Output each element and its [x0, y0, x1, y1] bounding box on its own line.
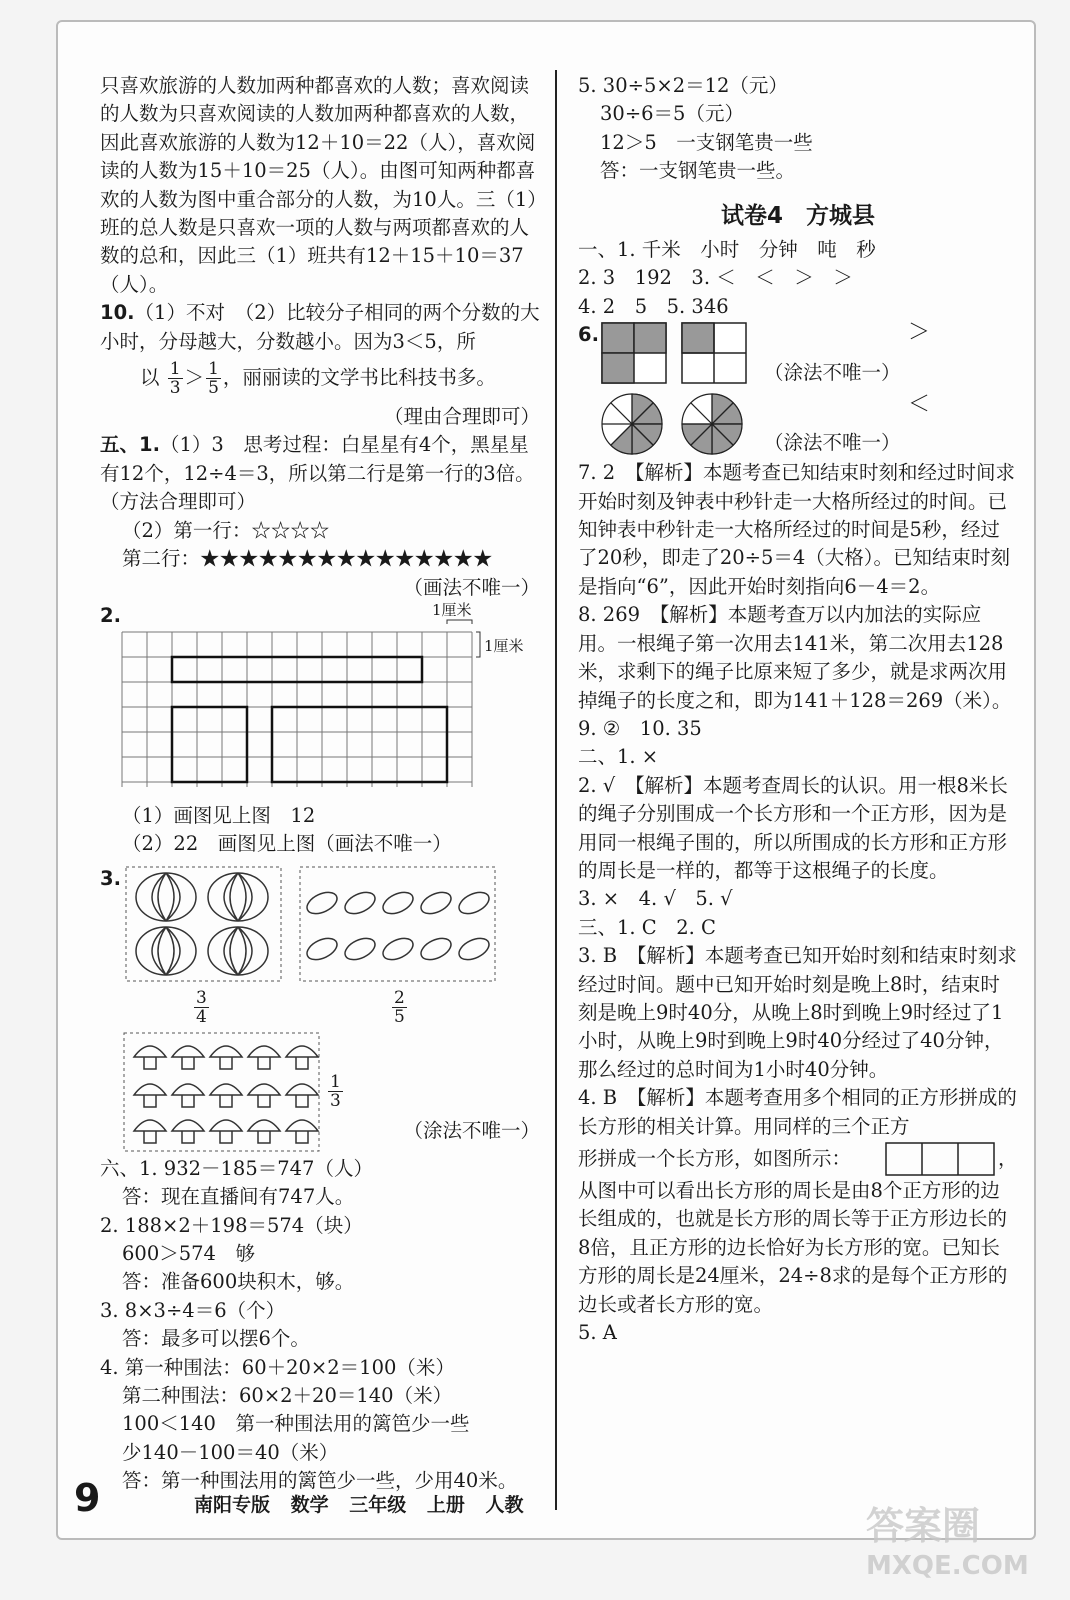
- fraction-1-5: [206, 360, 221, 397]
- mushroom-box: [124, 1033, 319, 1151]
- pumpkin-box: [126, 867, 281, 981]
- q10-text: （1）不对 （2）比较分子相同的两个分数的大小时，分母越大，分数越小。因为3＜5，所: [100, 301, 540, 353]
- star-row-1: （2）第一行：☆☆☆☆: [122, 518, 330, 542]
- s3-q1: 三、1. C 2. C: [578, 915, 716, 939]
- s6-q4-second: 第二种围法：60×2＋20＝140（米）: [122, 1383, 453, 1407]
- s3-q4-a: 4. B 【解析】本题考查用多个相同的正方形拼成的长方形的相关计算。用同样的三个正方: [578, 1086, 1017, 1138]
- eggplant-icons: [304, 888, 493, 964]
- s1-q6-note-2: （涂法不唯一）: [764, 431, 901, 455]
- s1-q1: 一、1. 千米 小时 分钟 吨 秒: [578, 238, 876, 262]
- fraction-2-5: [392, 989, 407, 1026]
- s5-q3-note: （涂法不唯一）: [403, 1118, 540, 1142]
- fraction-3-4: [194, 989, 209, 1026]
- s5-q1-note: （画法不唯一）: [403, 575, 540, 599]
- fraction-1-3: [168, 360, 183, 397]
- s6-q1: 六、1. 932－185＝747（人）: [100, 1156, 373, 1180]
- grid-drawing: [100, 602, 540, 802]
- s3-q4-c: 从图中可以看出长方形的周长是由8个正方形的边长组成的，也就是长方形的周长等于正方形边长的8倍，且正方形的边长恰好为长方形的宽。已知长方形的周长是24厘米，24÷8求的是每个正方形的边长或者长方形的宽。: [578, 1179, 1008, 1316]
- s1-q9: 9. ② 10. 35: [578, 716, 702, 740]
- page-number: 9: [74, 1476, 101, 1520]
- shading-figure: [578, 321, 1018, 459]
- three-squares-rectangle: [884, 1141, 996, 1177]
- watermark-line1: 答案圈: [866, 1504, 981, 1548]
- s6-q4-difference: 少140－100＝40（米）: [122, 1440, 339, 1464]
- s6-q2-answer: 答：准备600块积木，够。: [122, 1270, 355, 1294]
- q5: 5. 30÷5×2＝12（元）: [578, 74, 788, 97]
- q10: [100, 299, 540, 356]
- q6-number: 6.: [578, 323, 599, 347]
- watermark-logo: [866, 1506, 1046, 1586]
- s6-q2-compare: 600＞574 够: [122, 1241, 255, 1265]
- q10-text-pre: 以: [140, 366, 160, 390]
- denominator: 5: [394, 1006, 405, 1027]
- book-info: 南阳专版 数学 三年级 上册 人教: [194, 1494, 524, 1516]
- s5-q1: [100, 431, 540, 516]
- s1-q6-note-1: （涂法不唯一）: [764, 361, 901, 385]
- comparison-sign-2: ＜: [908, 392, 931, 418]
- s1-q2: 2. 3 192 3. ＜ ＜ ＞ ＞: [578, 266, 853, 290]
- s1-q8: 8. 269 【解析】本题考查万以内加法的实际应用。一根绳子第一次用去141米，第二次用去128米，求剩下的绳子比原来短了多少，就是求两次用掉绳子的长度之和，即为141＋128＝269（米）。: [578, 603, 1012, 712]
- s5-q2-a: （1）画图见上图 12: [122, 803, 316, 827]
- q10-note: （理由合理即可）: [383, 405, 540, 429]
- comparison-sign-1: ＞: [908, 320, 931, 346]
- q10-line2: [100, 360, 540, 397]
- s3-q3: 3. B 【解析】本题考查已知开始时刻和结束时刻求经过时间。题中已知开始时刻是晚上8时，结束时刻是晚上9时40分，从晚上8时到晚上9时经过了1小时，从晚上9时到晚上9时40分经过了40分钟，那么经过的总时间为1小时40分钟。: [578, 944, 1017, 1081]
- fraction-pictures-drawing: [100, 865, 540, 1155]
- s2-q3: 3. × 4. √ 5. √: [578, 887, 733, 911]
- s3-q4-figure-line: [578, 1141, 1018, 1177]
- numerator: 1: [208, 359, 219, 380]
- q10-number: 10.: [100, 301, 135, 325]
- s1-q4: 4. 2 5 5. 346: [578, 294, 729, 318]
- numerator: 3: [196, 987, 207, 1008]
- greater-sign: ＞: [184, 366, 205, 390]
- denominator: 3: [169, 378, 181, 399]
- pumpkin-icons: [136, 873, 268, 975]
- q1-number: 1.: [139, 433, 160, 457]
- s3-q5: 5. A: [578, 1321, 617, 1345]
- s2-q1: 二、1. ×: [578, 745, 659, 769]
- s6-q2: 2. 188×2＋198＝574（块）: [100, 1213, 363, 1237]
- q5-line3: 12＞5 一支钢笔贵一些: [600, 130, 813, 154]
- numerator: 1: [169, 359, 181, 380]
- right-column: [578, 72, 1018, 1347]
- q5-answer: 答：一支钢笔贵一些。: [600, 159, 796, 183]
- q10-text-post: ，丽丽读的文学书比科技书多。: [222, 366, 496, 390]
- star-row-2: 第二行：★★★★★★★★★★★★★★★: [122, 547, 493, 571]
- s2-q2: 2. √ 【解析】本题考查周长的认识。用一根8米长的绳子分别围成一个长方形和一个正方形，因为是用同一根绳子围的，所以所围成的长方形和正方形的周长是一样的，都等于这根绳子的长度。: [578, 773, 1008, 882]
- grid-figure: [100, 602, 540, 802]
- q5-line2: 30÷6＝5（元）: [600, 102, 744, 126]
- exam-title: 试卷4 方城县: [720, 202, 875, 229]
- denominator: 3: [330, 1090, 341, 1111]
- s6-q3-answer: 答：最多可以摆6个。: [122, 1327, 310, 1351]
- grid-label-side: 1厘米: [484, 636, 524, 655]
- fraction-1-3-b: [328, 1073, 343, 1110]
- s6-q4-compare: 100＜140 第一种围法用的篱笆少一些: [122, 1412, 470, 1436]
- s3-q4-comma: ，: [998, 1147, 1018, 1170]
- watermark-line2: MXQE.COM: [866, 1551, 1029, 1581]
- s6-q3: 3. 8×3÷4＝6（个）: [100, 1298, 286, 1322]
- section-5-heading: 五、: [100, 433, 140, 457]
- denominator: 4: [196, 1006, 207, 1027]
- grid-label-top: 1厘米: [432, 600, 472, 619]
- column-divider: [555, 70, 557, 1510]
- s5-q2-b: （2）22 画图见上图（画法不唯一）: [122, 832, 452, 856]
- denominator: 5: [208, 378, 219, 399]
- s3-q4-b: 形拼成一个长方形，如图所示：: [578, 1147, 852, 1170]
- q3-number: 3.: [100, 866, 121, 890]
- numerator: 1: [330, 1071, 341, 1092]
- s5-q1-text: （1）3 思考过程：白星星有4个，黑星星有12个，12÷4＝3，所以第二行是第一行的3倍。（方法合理即可）: [100, 433, 535, 514]
- eggplant-box: [300, 867, 495, 981]
- numerator: 2: [394, 987, 405, 1008]
- s1-q7: 7. 2 【解析】本题考查已知结束时刻和经过时间求开始时刻及钟表中秒针走一大格所经过的时间。已知钟表中秒针走一大格所经过的时间是5秒，经过了20秒，即走了20÷5＝4（大格）。已知结束时刻是指向“6”，因此开始时刻指向6－4＝2。: [578, 461, 1015, 598]
- s6-q4-answer: 答：第一种围法用的篱笆少一些，少用40米。: [122, 1469, 518, 1493]
- fraction-pictures: [100, 865, 540, 1155]
- s6-q1-answer: 答：现在直播间有747人。: [122, 1185, 355, 1209]
- s6-q4: 4. 第一种围法：60＋20×2＝100（米）: [100, 1355, 455, 1379]
- answer-paragraph: 只喜欢旅游的人数加两种都喜欢的人数；喜欢阅读的人数为只喜欢阅读的人数加两种都喜欢的人数，因此喜欢旅游的人数为12＋10＝22（人），喜欢阅读的人数为15＋10＝25（人）。由图可知两种都喜欢的人数为图中重合部分的人数，为10人。三（1）班的总人数是只喜欢一项的人数与两项都喜欢的人数的总和，因此三（1）班共有12＋15＋10＝37（人）。: [100, 74, 537, 296]
- q2-number: 2.: [100, 603, 121, 627]
- mushroom-icons: [134, 1046, 318, 1143]
- left-column: [100, 72, 540, 1496]
